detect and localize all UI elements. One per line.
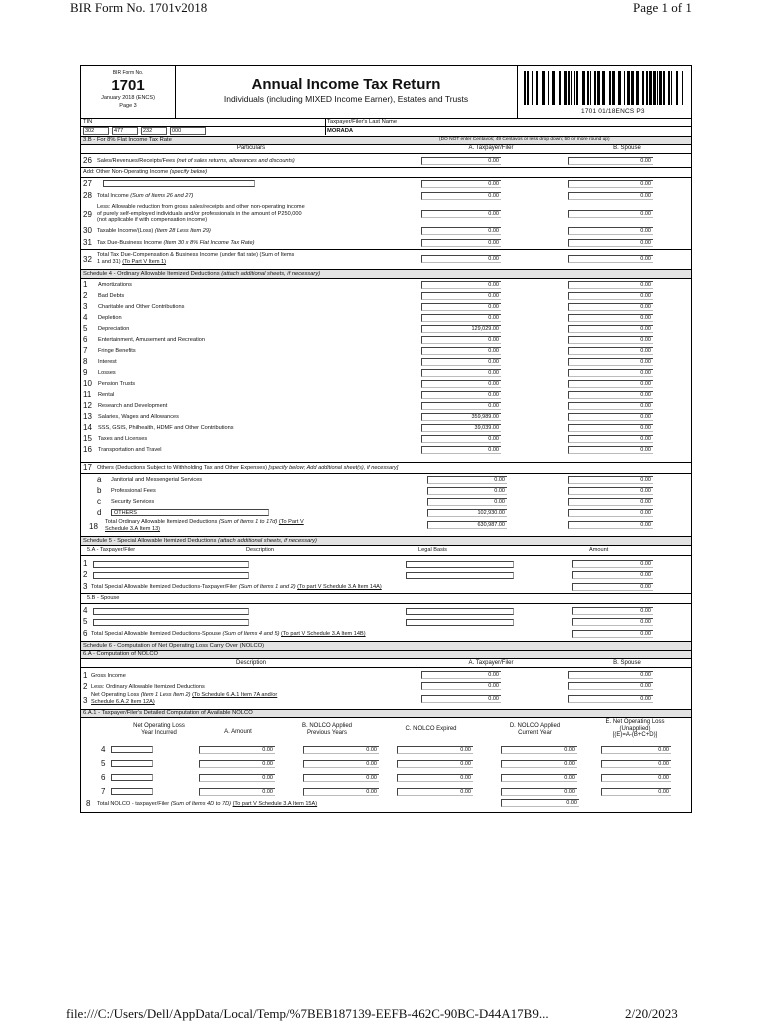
others-deductions-label bbox=[97, 465, 398, 471]
form-page-label: Page 3 bbox=[119, 103, 137, 109]
deduction-label: Entertainment, Amusement and Recreation bbox=[98, 337, 205, 343]
divider bbox=[81, 555, 691, 556]
deduction-label: Interest bbox=[98, 359, 117, 365]
divider bbox=[81, 603, 691, 604]
form-title: Annual Income Tax Return bbox=[251, 76, 441, 93]
others-taxpayer-field[interactable]: 0.00 bbox=[427, 487, 507, 495]
divider bbox=[325, 118, 326, 135]
taxable-income-label bbox=[97, 228, 211, 234]
divider bbox=[81, 717, 691, 718]
nolco-e-field[interactable]: 0.00 bbox=[601, 760, 671, 768]
deduction-taxpayer-field[interactable]: 129,029.00 bbox=[421, 325, 501, 333]
special-deduction-2-amount-field[interactable]: 0.00 bbox=[572, 571, 653, 579]
special-deduction-5-amount-field[interactable]: 0.00 bbox=[572, 618, 653, 626]
divider bbox=[81, 167, 691, 168]
special-deduction-4-amount-field[interactable]: 0.00 bbox=[572, 607, 653, 615]
item-number: 8 bbox=[86, 799, 91, 808]
description-header: Description bbox=[235, 659, 266, 666]
item-number: 5 bbox=[83, 617, 88, 626]
deduction-label: Transportation and Travel bbox=[98, 447, 162, 453]
deduction-spouse-field[interactable]: 0.00 bbox=[568, 336, 653, 344]
total-nolco-field[interactable]: 0.00 bbox=[501, 799, 579, 807]
total-ordinary-deductions-label bbox=[105, 519, 304, 533]
label-note: (Sum of Items 1 and 2) bbox=[238, 584, 296, 590]
col-taxpayer-header: A. Taxpayer/Filer bbox=[468, 145, 514, 151]
others-deduction-label: Janitorial and Messengerial Services bbox=[111, 477, 203, 483]
total-nolco-label bbox=[97, 801, 317, 807]
item-number: 16 bbox=[83, 445, 92, 454]
deduction-label: Depletion bbox=[98, 315, 122, 321]
divider bbox=[81, 545, 691, 546]
sales-revenues-taxpayer-field[interactable]: 0.00 bbox=[421, 157, 501, 165]
item-number: 17 bbox=[83, 463, 92, 472]
sub-item-letter: b bbox=[97, 486, 102, 495]
barcode-image bbox=[522, 70, 688, 106]
divider bbox=[81, 473, 691, 474]
deduction-spouse-field[interactable]: 0.00 bbox=[568, 402, 653, 410]
label-text: Total Tax Due-Compensation & Business Income (under flat rate) (Sum of Items bbox=[97, 252, 295, 258]
tin-part-2: 477 bbox=[112, 127, 138, 135]
less-ordinary-deductions-spouse-field[interactable]: 0.00 bbox=[568, 682, 653, 690]
year-incurred-field[interactable] bbox=[111, 746, 153, 753]
divider bbox=[81, 177, 691, 178]
item-number: 1 bbox=[83, 671, 88, 680]
deduction-label: Bad Debts bbox=[98, 293, 125, 299]
total-special-deductions-spouse-field[interactable]: 0.00 bbox=[572, 630, 653, 638]
label-text: Total NOLCO - taxpayer/Filer bbox=[97, 801, 170, 807]
deduction-spouse-field[interactable]: 0.00 bbox=[568, 369, 653, 377]
divider bbox=[81, 278, 691, 279]
others-taxpayer-field[interactable]: 0.00 bbox=[427, 476, 507, 484]
label-text: Tax Due-Business Income bbox=[97, 240, 162, 246]
taxpayer-last-name: MORADA bbox=[327, 127, 354, 134]
label-text: Net Operating Loss bbox=[91, 692, 140, 698]
label-text: Schedule 5 - Special Allowable Itemized Deductions bbox=[83, 537, 217, 544]
deduction-taxpayer-field[interactable]: 359,989.00 bbox=[421, 413, 501, 421]
deduction-label: SSS, GSIS, Philhealth, HDMF and Other Contributions bbox=[98, 425, 234, 431]
bir-form-1701-page-3 bbox=[80, 65, 692, 813]
label-text: Taxable Income/(Loss) bbox=[97, 228, 154, 234]
label-note: [specify below; Add additional sheet(s), if necessary] bbox=[268, 465, 399, 471]
sub-item-letter: d bbox=[97, 508, 102, 517]
col-spouse-header: B. Spouse bbox=[613, 145, 641, 151]
deduction-label: Research and Development bbox=[98, 403, 168, 409]
special-deduction-1-amount-field[interactable]: 0.00 bbox=[572, 560, 653, 568]
total-special-deductions-spouse-label bbox=[91, 631, 366, 637]
divider bbox=[81, 667, 691, 668]
label-text: Total Ordinary Allowable Itemized Deductions bbox=[105, 519, 218, 525]
label-link[interactable]: (To part V Schedule 3.A Item 14A) bbox=[297, 584, 382, 590]
net-operating-loss-unapplied-header bbox=[587, 719, 683, 739]
schedule-4-title bbox=[83, 271, 320, 277]
label-link[interactable]: Schedule 6.A.2 Item 12A) bbox=[91, 699, 155, 705]
nolco-e-field[interactable]: 0.00 bbox=[601, 788, 671, 796]
nolco-c-field[interactable]: 0.00 bbox=[397, 746, 473, 754]
net-operating-loss-spouse-field[interactable]: 0.00 bbox=[568, 695, 653, 703]
label-note: (net of sales returns, allowances and discounts) bbox=[176, 158, 295, 164]
deduction-taxpayer-field[interactable]: 0.00 bbox=[421, 369, 501, 377]
divider bbox=[517, 66, 518, 118]
label-text: Schedule 4 - Ordinary Allowable Itemized Deductions bbox=[83, 270, 220, 277]
item-number: 27 bbox=[83, 179, 92, 188]
others-description-field[interactable]: OTHERS bbox=[111, 509, 269, 516]
gross-income-taxpayer-field[interactable]: 0.00 bbox=[421, 671, 501, 679]
item-number: 3 bbox=[83, 582, 88, 591]
item-number: 7 bbox=[101, 787, 106, 796]
label-text: Total Special Allowable Itemized Deductions-Spouse bbox=[91, 631, 221, 637]
label-text: of purely self-employed individuals and/or professionals in the amount of P250,000 bbox=[97, 210, 302, 217]
item-number: 7 bbox=[83, 346, 88, 355]
deduction-spouse-field[interactable]: 0.00 bbox=[568, 314, 653, 322]
label-link[interactable]: (To part V Schedule 3.A Item 14B) bbox=[281, 631, 366, 637]
label-text: Sales/Revenues/Receipts/Fees bbox=[97, 158, 176, 164]
form-edition: January 2018 (ENCS) bbox=[101, 95, 155, 101]
special-deduction-5-legal-basis-field[interactable] bbox=[406, 619, 514, 626]
total-tax-due-taxpayer-field[interactable]: 0.00 bbox=[421, 255, 501, 263]
sub-item-letter: c bbox=[97, 497, 101, 506]
total-ordinary-deductions-taxpayer-field[interactable]: 630,987.00 bbox=[427, 521, 507, 529]
deduction-spouse-field[interactable]: 0.00 bbox=[568, 281, 653, 289]
net-operating-loss-taxpayer-field[interactable]: 0.00 bbox=[421, 695, 501, 703]
label-link[interactable]: (To part V Schedule 3.A Item 15A) bbox=[232, 801, 318, 807]
deduction-spouse-field[interactable]: 0.00 bbox=[568, 292, 653, 300]
item-number: 13 bbox=[83, 412, 92, 421]
label-link[interactable]: (To Part V Item 1) bbox=[122, 259, 167, 265]
label-text: E. Net Operating Loss bbox=[605, 719, 665, 725]
year-incurred-field[interactable] bbox=[111, 774, 153, 781]
allowable-reduction-spouse-field[interactable]: 0.00 bbox=[568, 210, 653, 218]
deduction-spouse-field[interactable]: 0.00 bbox=[568, 325, 653, 333]
item-number: 12 bbox=[83, 401, 92, 410]
total-income-label bbox=[97, 193, 193, 199]
item-number: 6 bbox=[83, 629, 88, 638]
item-number: 1 bbox=[83, 559, 88, 568]
less-ordinary-deductions-label: Less: Ordinary Allowable Itemized Deductions bbox=[91, 684, 205, 690]
nolco-c-field[interactable]: 0.00 bbox=[397, 760, 473, 768]
deduction-label: Fringe Benefits bbox=[98, 348, 136, 354]
nolco-d-field[interactable]: 0.00 bbox=[501, 746, 577, 754]
others-taxpayer-field[interactable]: 102,930.00 bbox=[427, 509, 507, 517]
deduction-label: Salaries, Wages and Allowances bbox=[98, 414, 179, 420]
schedule-6a-label: 6.A - Computation of NOLCO bbox=[83, 651, 159, 657]
nolco-a-field[interactable]: 0.00 bbox=[199, 760, 275, 768]
nolco-c-field[interactable]: 0.00 bbox=[397, 788, 473, 796]
deduction-taxpayer-field[interactable]: 0.00 bbox=[421, 292, 501, 300]
deduction-label: Pension Trusts bbox=[98, 381, 135, 387]
taxable-income-spouse-field[interactable]: 0.00 bbox=[568, 227, 653, 235]
schedule-6a1-label: 6.A.1 - Taxpayer/Filer's Detailed Computation of Available NOLCO bbox=[83, 710, 253, 716]
item-number: 3 bbox=[83, 696, 88, 705]
deduction-spouse-field[interactable]: 0.00 bbox=[568, 413, 653, 421]
deduction-taxpayer-field[interactable]: 0.00 bbox=[421, 402, 501, 410]
item-number: 15 bbox=[83, 434, 92, 443]
label-text: [(E)=A-(B+C+D)] bbox=[612, 732, 658, 738]
item-number: 8 bbox=[83, 357, 88, 366]
total-ordinary-deductions-spouse-field[interactable]: 0.00 bbox=[568, 521, 653, 529]
nolco-b-field[interactable]: 0.00 bbox=[303, 746, 379, 754]
item-number: 4 bbox=[83, 313, 88, 322]
deduction-label: Amortizations bbox=[98, 282, 132, 288]
rounding-note: (DO NOT enter Centavos; 49 Centavos or less drop down; 50 or more round up) bbox=[439, 137, 610, 142]
nolco-d-field[interactable]: 0.00 bbox=[501, 760, 577, 768]
item-number: 26 bbox=[83, 156, 92, 165]
nolco-applied-previous-header bbox=[285, 723, 369, 736]
total-income-spouse-field[interactable]: 0.00 bbox=[568, 192, 653, 200]
deduction-label: Taxes and Licenses bbox=[98, 436, 148, 442]
taxable-income-taxpayer-field[interactable]: 0.00 bbox=[421, 227, 501, 235]
nolco-expired-header: C. NOLCO Expired bbox=[405, 726, 457, 732]
amount-header: Amount bbox=[589, 547, 609, 553]
form-number-label: BIR Form No. bbox=[112, 70, 144, 76]
item-number: 4 bbox=[83, 606, 88, 615]
item-number: 2 bbox=[83, 291, 88, 300]
label-link[interactable]: (To Part V bbox=[278, 519, 304, 525]
schedule-5b-label: 5.B - Spouse bbox=[87, 595, 120, 601]
other-income-spouse-field[interactable]: 0.00 bbox=[568, 180, 653, 188]
deduction-spouse-field[interactable]: 0.00 bbox=[568, 424, 653, 432]
special-deduction-2-legal-basis-field[interactable] bbox=[406, 572, 514, 579]
deduction-spouse-field[interactable]: 0.00 bbox=[568, 380, 653, 388]
nolco-e-field[interactable]: 0.00 bbox=[601, 774, 671, 782]
special-deduction-4-description-field[interactable] bbox=[93, 608, 249, 615]
col-spouse-header: B. Spouse bbox=[613, 659, 641, 666]
deduction-label: Losses bbox=[98, 370, 116, 376]
gross-income-label: Gross Income bbox=[91, 673, 126, 679]
schedule-3b-title: 3.B - For 8% Flat Income Tax Rate bbox=[83, 137, 172, 143]
total-special-deductions-taxpayer-label bbox=[91, 584, 382, 590]
label-note: (Item 28 Less Item 29) bbox=[154, 228, 211, 234]
form-number: 1701 bbox=[111, 77, 145, 94]
nolco-b-field[interactable]: 0.00 bbox=[303, 788, 379, 796]
others-spouse-field[interactable]: 0.00 bbox=[568, 487, 653, 495]
browser-print-footer-date: 2/20/2023 bbox=[625, 1006, 678, 1021]
tin-part-1: 302 bbox=[83, 127, 109, 135]
label-note: (Sum of Items 1 to 17d) bbox=[218, 519, 278, 525]
special-deduction-2-description-field[interactable] bbox=[93, 572, 249, 579]
item-number: 29 bbox=[83, 210, 92, 219]
item-number: 6 bbox=[101, 773, 106, 782]
label-text: 1 and 31) bbox=[97, 259, 121, 265]
label-text: B. NOLCO Applied bbox=[301, 723, 353, 729]
special-deduction-5-description-field[interactable] bbox=[93, 619, 249, 626]
others-deduction-label: Professional Fees bbox=[111, 488, 156, 494]
item-number: 2 bbox=[83, 682, 88, 691]
deduction-label: Rental bbox=[98, 392, 115, 398]
others-deduction-label: Security Services bbox=[111, 499, 155, 505]
deduction-spouse-field[interactable]: 0.00 bbox=[568, 446, 653, 454]
tax-due-business-taxpayer-field[interactable]: 0.00 bbox=[421, 239, 501, 247]
label-text: Net Operating Loss bbox=[133, 723, 185, 729]
special-deduction-1-description-field[interactable] bbox=[93, 561, 249, 568]
label-text: Current Year bbox=[518, 729, 552, 736]
deduction-taxpayer-field[interactable]: 0.00 bbox=[421, 435, 501, 443]
nolco-d-field[interactable]: 0.00 bbox=[501, 774, 577, 782]
deduction-taxpayer-field[interactable]: 0.00 bbox=[421, 347, 501, 355]
item-number: 1 bbox=[83, 280, 88, 289]
gross-income-spouse-field[interactable]: 0.00 bbox=[568, 671, 653, 679]
item-number: 2 bbox=[83, 570, 88, 579]
total-tax-due-label bbox=[97, 252, 294, 266]
label-text: Previous Years bbox=[306, 729, 348, 736]
tin-label: TIN bbox=[83, 119, 93, 125]
allowable-reduction-label bbox=[97, 204, 305, 224]
nolco-b-field[interactable]: 0.00 bbox=[303, 774, 379, 782]
tin-part-3: 232 bbox=[141, 127, 167, 135]
label-text: (not applicable if with compensation income) bbox=[97, 217, 208, 223]
others-taxpayer-field[interactable]: 0.00 bbox=[427, 498, 507, 506]
deduction-taxpayer-field[interactable]: 0.00 bbox=[421, 358, 501, 366]
total-income-taxpayer-field[interactable]: 0.00 bbox=[421, 192, 501, 200]
less-ordinary-deductions-taxpayer-field[interactable]: 0.00 bbox=[421, 682, 501, 690]
deduction-taxpayer-field[interactable]: 0.00 bbox=[421, 446, 501, 454]
label-note: (attach additional sheets, if necessary) bbox=[221, 270, 321, 277]
deduction-taxpayer-field[interactable]: 0.00 bbox=[421, 336, 501, 344]
deduction-spouse-field[interactable]: 0.00 bbox=[568, 303, 653, 311]
item-number: 6 bbox=[83, 335, 88, 344]
schedule-5-title bbox=[83, 538, 317, 544]
nolco-e-field[interactable]: 0.00 bbox=[601, 746, 671, 754]
deduction-spouse-field[interactable]: 0.00 bbox=[568, 435, 653, 443]
deduction-label: Depreciation bbox=[98, 326, 130, 332]
schedule-5a-label: 5.A - Taxpayer/Filer bbox=[87, 547, 136, 553]
sales-revenues-label bbox=[97, 158, 295, 164]
label-text: Year Incurred bbox=[141, 729, 177, 736]
divider bbox=[81, 650, 691, 651]
label-note: (Sum of Items 26 and 27) bbox=[130, 193, 194, 199]
browser-print-header-left: BIR Form No. 1701v2018 bbox=[70, 0, 208, 15]
nolco-a-field[interactable]: 0.00 bbox=[199, 788, 275, 796]
other-income-label bbox=[83, 169, 207, 175]
year-incurred-field[interactable] bbox=[111, 760, 153, 767]
item-number: 31 bbox=[83, 238, 92, 247]
browser-print-footer-path: file:///C:/Users/Dell/AppData/Local/Temp/%7BEB187139-EEFB-462C-90BC-D44A17B9... bbox=[66, 1006, 549, 1021]
deduction-taxpayer-field[interactable]: 0.00 bbox=[421, 391, 501, 399]
divider bbox=[175, 66, 176, 118]
total-tax-due-spouse-field[interactable]: 0.00 bbox=[568, 255, 653, 263]
item-number: 5 bbox=[83, 324, 88, 333]
label-link[interactable]: Schedule 3.A Item 13) bbox=[105, 526, 161, 532]
deduction-spouse-field[interactable]: 0.00 bbox=[568, 391, 653, 399]
special-deduction-4-legal-basis-field[interactable] bbox=[406, 608, 514, 615]
particulars-header: Particulars bbox=[236, 145, 266, 151]
divider bbox=[81, 593, 691, 594]
nolco-applied-current-header bbox=[493, 723, 577, 736]
deduction-taxpayer-field[interactable]: 0.00 bbox=[421, 314, 501, 322]
label-text: Less: Allowable reduction from gross sales/receipts and other non-operating income bbox=[97, 204, 305, 210]
item-number: 5 bbox=[101, 759, 106, 768]
label-note: (Item 1 Less Item 2) bbox=[140, 692, 191, 698]
item-number: 28 bbox=[83, 191, 92, 200]
description-header: Description bbox=[246, 547, 274, 553]
label-note: (Sum of Items 4 and 5) bbox=[222, 631, 280, 637]
deduction-spouse-field[interactable]: 0.00 bbox=[568, 347, 653, 355]
deduction-label: Charitable and Other Contributions bbox=[98, 304, 185, 310]
special-deduction-1-legal-basis-field[interactable] bbox=[406, 561, 514, 568]
item-number: 18 bbox=[89, 522, 98, 531]
item-number: 3 bbox=[83, 302, 88, 311]
taxpayer-last-name-label: Taxpayer/Filer's Last Name bbox=[327, 119, 398, 125]
form-subtitle: Individuals (including MIXED Income Earner), Estates and Trusts bbox=[223, 94, 469, 104]
total-special-deductions-taxpayer-field[interactable]: 0.00 bbox=[572, 583, 653, 591]
item-number: 10 bbox=[83, 379, 92, 388]
divider bbox=[81, 462, 691, 463]
label-text: Total Special Allowable Itemized Deductions-Taxpayer/Filer bbox=[91, 584, 238, 590]
net-operating-loss-label bbox=[91, 692, 277, 706]
amount-header: A. Amount bbox=[224, 729, 252, 735]
divider bbox=[81, 249, 691, 250]
tin-part-4: 000 bbox=[170, 127, 206, 135]
label-note: (specify below) bbox=[169, 169, 208, 175]
year-incurred-field[interactable] bbox=[111, 788, 153, 795]
col-taxpayer-header: A. Taxpayer/Filer bbox=[468, 659, 514, 666]
tax-due-business-label bbox=[97, 240, 254, 246]
label-text: Others (Deductions Subject to Withholding Tax and Other Expenses) bbox=[97, 465, 267, 471]
legal-basis-header: Legal Basis bbox=[418, 547, 447, 553]
nolco-c-field[interactable]: 0.00 bbox=[397, 774, 473, 782]
other-income-taxpayer-field[interactable]: 0.00 bbox=[421, 180, 501, 188]
sub-item-letter: a bbox=[97, 475, 102, 484]
schedule-6-title: Schedule 6 - Computation of Net Operating Loss Carry Over (NOLCO) bbox=[83, 642, 265, 649]
browser-print-header-right: Page 1 of 1 bbox=[633, 0, 692, 15]
deduction-taxpayer-field[interactable]: 0.00 bbox=[421, 281, 501, 289]
year-incurred-header bbox=[119, 723, 199, 736]
label-text: (Unapplied) bbox=[619, 725, 651, 732]
label-link[interactable]: (To Schedule 6.A.1 Item 7A and/or bbox=[192, 692, 278, 698]
nolco-d-field[interactable]: 0.00 bbox=[501, 788, 577, 796]
allowable-reduction-taxpayer-field[interactable]: 0.00 bbox=[421, 210, 501, 218]
label-text: Add: Other Non-Operating Income bbox=[83, 169, 169, 175]
deduction-taxpayer-field[interactable]: 0.00 bbox=[421, 303, 501, 311]
item-number: 14 bbox=[83, 423, 92, 432]
label-text: D. NOLCO Applied bbox=[509, 723, 561, 729]
deduction-taxpayer-field[interactable]: 0.00 bbox=[421, 380, 501, 388]
item-number: 11 bbox=[83, 390, 92, 399]
nolco-a-field[interactable]: 0.00 bbox=[199, 746, 275, 754]
nolco-a-field[interactable]: 0.00 bbox=[199, 774, 275, 782]
barcode-code: 1701 01/18ENCS P3 bbox=[581, 108, 645, 115]
others-spouse-field[interactable]: 0.00 bbox=[568, 476, 653, 484]
item-number: 30 bbox=[83, 226, 92, 235]
other-income-description-field[interactable] bbox=[103, 180, 255, 187]
deduction-spouse-field[interactable]: 0.00 bbox=[568, 358, 653, 366]
others-spouse-field[interactable]: 0.00 bbox=[568, 509, 653, 517]
others-spouse-field[interactable]: 0.00 bbox=[568, 498, 653, 506]
sales-revenues-spouse-field[interactable]: 0.00 bbox=[568, 157, 653, 165]
divider bbox=[81, 153, 691, 154]
label-note: (Item 30 x 8% Flat Income Tax Rate) bbox=[163, 240, 255, 246]
nolco-b-field[interactable]: 0.00 bbox=[303, 760, 379, 768]
item-number: 4 bbox=[101, 745, 106, 754]
deduction-taxpayer-field[interactable]: 39,039.00 bbox=[421, 424, 501, 432]
item-number: 9 bbox=[83, 368, 88, 377]
label-text: Total Income bbox=[97, 193, 129, 199]
label-note: (attach additional sheets, if necessary) bbox=[218, 537, 317, 544]
item-number: 32 bbox=[83, 255, 92, 264]
tax-due-business-spouse-field[interactable]: 0.00 bbox=[568, 239, 653, 247]
label-note: (Sum of Items 4D to 7D) bbox=[170, 801, 231, 807]
